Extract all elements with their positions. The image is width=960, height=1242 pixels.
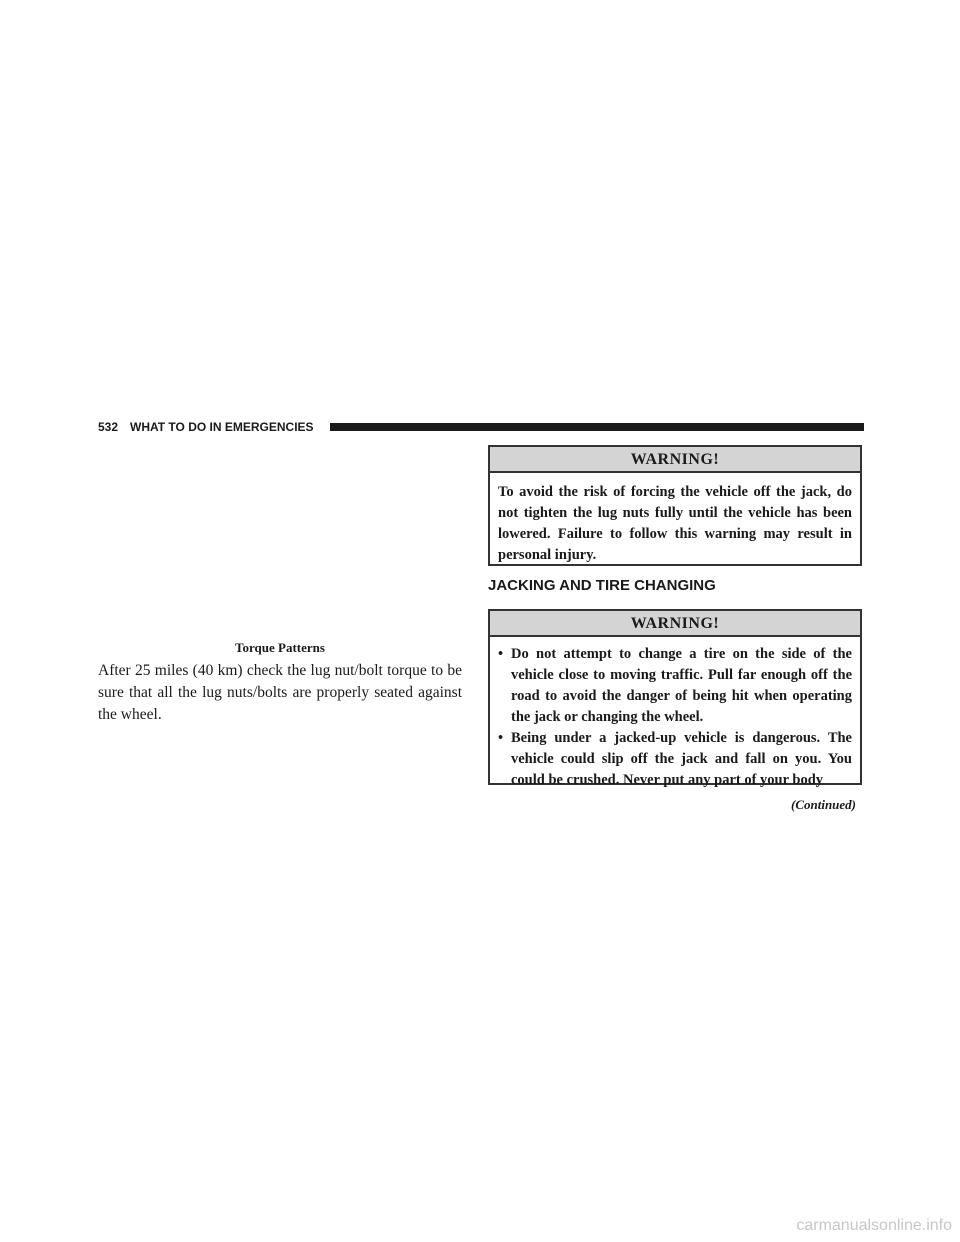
- warning-bullet-list: [490, 637, 860, 791]
- section-heading: JACKING AND TIRE CHANGING: [488, 577, 716, 594]
- continued-label: (Continued): [790, 797, 856, 812]
- warning-box-torque: [488, 445, 862, 566]
- warning-title: WARNING!: [490, 447, 860, 473]
- bullet-icon: •: [498, 646, 504, 662]
- body-paragraph: After 25 miles (40 km) check the lug nut/bolt torque to be sure that all the lug nuts/bolts are properly seated against the wheel.: [98, 662, 462, 723]
- bullet-text: Being under a jacked-up vehicle is dangerous. The vehicle could slip off the jack and fall on you. You could be crushed. Never put any part of your body: [511, 730, 852, 788]
- bullet-text: Do not attempt to change a tire on the side of the vehicle close to moving traffic. Pull far enough off the road to avoid the danger of being hit when operating the jack or changing the wheel.: [511, 646, 852, 725]
- header-rule: [330, 423, 864, 431]
- page-number: 532: [98, 420, 119, 434]
- watermark: carmanualsonline.info: [796, 1217, 952, 1234]
- warning-bullet-item: [498, 728, 852, 791]
- warning-bullet-item: [498, 644, 852, 728]
- warning-box-jacking: [488, 609, 862, 788]
- warning-text: To avoid the risk of forcing the vehicle off the jack, do not tighten the lug nuts fully until the vehicle has been lowered. Failure to follow this warning may result in personal injury.: [498, 484, 852, 563]
- warning-title: WARNING!: [490, 611, 860, 637]
- page-header: [98, 420, 864, 434]
- bullet-icon: •: [498, 730, 504, 746]
- figure-caption: Torque Patterns: [235, 640, 325, 655]
- section-title: WHAT TO DO IN EMERGENCIES: [130, 420, 314, 434]
